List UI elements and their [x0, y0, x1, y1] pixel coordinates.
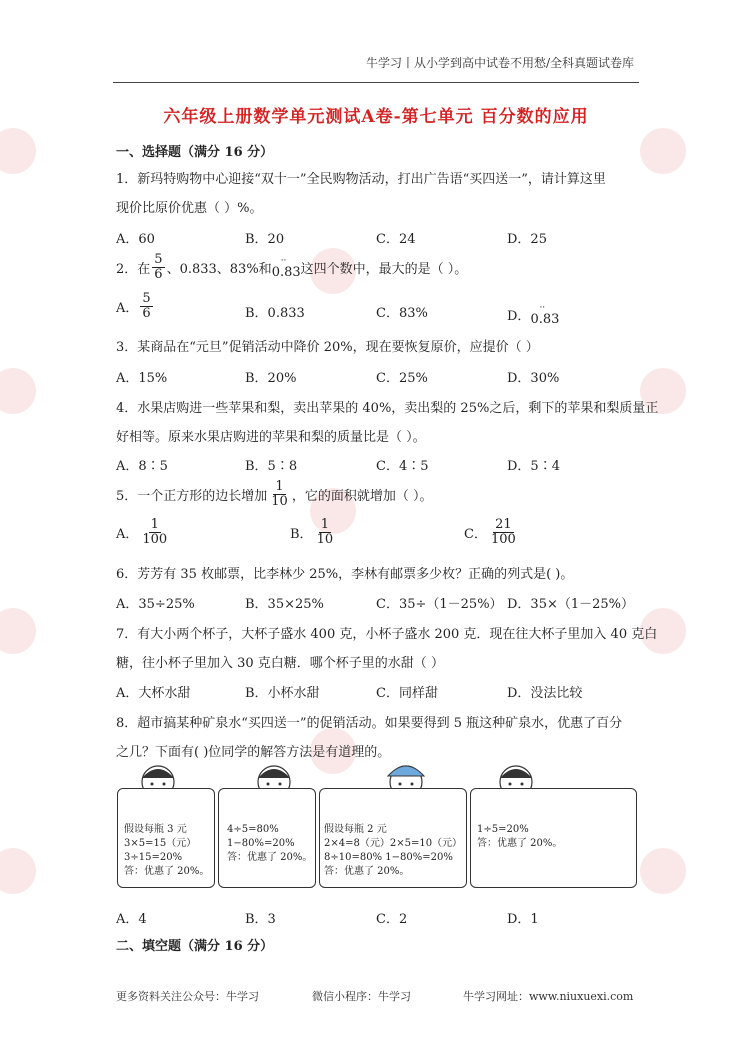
question-3: 3．某商品在“元旦”促销活动中降价 20%，现在要恢复原价，应提价（ ） — [116, 340, 539, 355]
question-2-text-a: 2．在 — [116, 262, 151, 278]
question-8-line1: 8．超市搞某种矿泉水“买四送一”的促销活动。如果要得到 5 瓶这种矿泉水，优惠了百分 — [116, 716, 623, 731]
footer-left: 更多资料关注公众号：牛学习 — [116, 990, 259, 1003]
section-heading: 一、选择题（满分 16 分） — [116, 145, 274, 160]
header-text: 牛学习丨从小学到高中试卷不用愁/全科真题试卷库 — [365, 56, 634, 70]
option-c: C．24 — [376, 232, 416, 247]
question-8-line2: 之几？下面有( )位同学的解答方法是有道理的。 — [116, 745, 391, 760]
option-a: A． $\frac{5}{6}$ — [116, 291, 151, 322]
option-a: A．35÷25% — [116, 597, 195, 612]
question-2-text-b: 、0.833、83%和 — [166, 262, 272, 278]
option-d: D．30% — [507, 371, 560, 386]
option-c: C．4∶5 — [376, 459, 429, 474]
option-a: A．8∶5 — [116, 459, 168, 474]
question-7-line1: 7．有大小两个杯子，大杯子盛水 400 克，小杯子盛水 200 克．现在往大杯子里加入 40 克白 — [116, 627, 658, 642]
option-b: B．小杯水甜 — [245, 686, 320, 701]
question-4-line2: 好相等。原来水果店购进的苹果和梨的质量比是（ ）。 — [116, 430, 426, 445]
question-5: 5．一个正方形的边长增加 $\frac{1}{10}$ ，它的面积就增加（ ）。 — [116, 479, 433, 510]
option-a: A．4 — [116, 912, 147, 927]
question-2 — [116, 253, 467, 283]
option-a: A．60 — [116, 232, 155, 247]
fraction: $\frac{1}{10}$ — [271, 479, 288, 510]
option-d: D．1 — [507, 912, 539, 927]
repeating-decimal: ·· 0.83 — [271, 256, 301, 281]
question-2-text-c: 这四个数中，最大的是（ ）。 — [300, 262, 468, 278]
question-7-line2: 糖，往小杯子里加入 30 克白糖．哪个杯子里的水甜（ ） — [116, 656, 444, 671]
option-c: C．25% — [376, 371, 428, 386]
option-b: B．3 — [245, 912, 276, 927]
option-b: B．20 — [245, 232, 285, 247]
footer-mid: 微信小程序：牛学习 — [312, 990, 411, 1003]
option-a: A．大杯水甜 — [116, 686, 191, 701]
question-1-line2: 现价比原价优惠（ ）%。 — [116, 201, 263, 216]
answer-bubble-1: 假设每瓶 3 元 3×5=15（元） 3÷15=20% 答：优惠了 20%。 — [117, 788, 215, 888]
option-c: C．83% — [376, 306, 428, 321]
answer-bubble-2: 4÷5=80% 1−80%=20% 答：优惠了 20%。 — [218, 788, 316, 888]
option-c: C．35÷（1－25%） — [376, 597, 503, 612]
option-b: B．5∶8 — [245, 459, 298, 474]
option-b: B． $\frac{1}{10}$ — [290, 517, 334, 548]
section-heading: 二、填空题（满分 16 分） — [116, 939, 274, 954]
option-b: B．35×25% — [245, 597, 324, 612]
option-d: D．5∶4 — [507, 459, 560, 474]
question-1-line1: 1．新玛特购物中心迎接“双十一”全民购物活动，打出广告语“买四送一”，请计算这里 — [116, 172, 606, 187]
option-a: A．15% — [116, 371, 168, 386]
option-c: C． $\frac{21}{100}$ — [464, 517, 516, 548]
page-title: 六年级上册数学单元测试A卷-第七单元 百分数的应用 — [163, 107, 589, 127]
option-c: C．同样甜 — [376, 686, 438, 701]
option-b: B．0.833 — [245, 306, 305, 321]
option-d: D．没法比较 — [507, 686, 583, 701]
answer-bubble-3: 假设每瓶 2 元 2×4=8（元）2×5=10（元） 8÷10=80% 1−80%=20% 答：优惠了 20%。 — [319, 788, 467, 888]
option-d: D．25 — [507, 232, 547, 247]
question-6: 6．芳芳有 35 枚邮票，比李林少 25%，李林有邮票多少枚？正确的列式是( )。 — [116, 567, 574, 582]
header-divider — [113, 82, 639, 83]
option-c: C．2 — [376, 912, 408, 927]
option-a: A． $\frac{1}{100}$ — [116, 517, 168, 548]
option-d: D．35×（1－25%） — [507, 597, 635, 612]
answer-bubble-4: 1÷5=20% 答：优惠了 20%。 — [470, 788, 637, 888]
question-4-line1: 4．水果店购进一些苹果和梨，卖出苹果的 40%，卖出梨的 25%之后，剩下的苹果和梨质量正 — [116, 401, 659, 416]
option-d: D． ·· 0.83 — [507, 303, 560, 327]
option-b: B．20% — [245, 371, 297, 386]
footer-link[interactable]: 牛学习网址：www.niuxuexi.com — [463, 990, 634, 1003]
fraction: $\frac{5}{6}$ — [154, 252, 163, 283]
